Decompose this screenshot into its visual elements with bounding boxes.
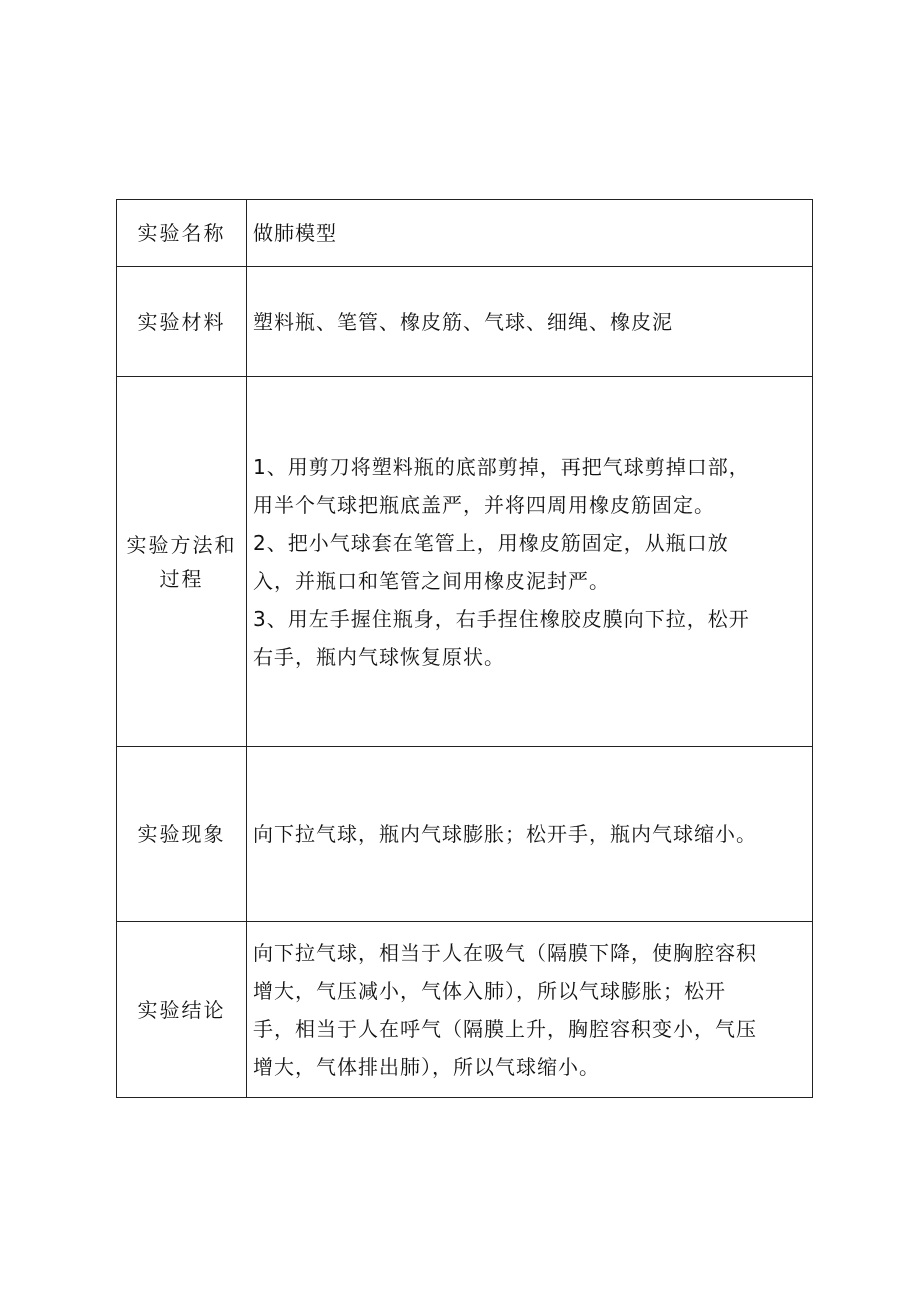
row-label-cell [117, 922, 247, 1098]
row-value-cell [247, 200, 813, 267]
row-label: 实验材料 [137, 309, 226, 334]
method-step-line: 3、用左手握住瓶身，右手捏住橡胶皮膜向下拉，松开 [253, 606, 750, 631]
experiment-name-text: 做肺模型 [253, 221, 337, 245]
method-step-line: 右手，瓶内气球恢复原状。 [253, 644, 505, 669]
row-value-cell [247, 377, 813, 747]
method-step-line: 1、用剪刀将塑料瓶的底部剪掉，再把气球剪掉口部， [253, 454, 750, 479]
table-row-experiment-name [117, 200, 813, 267]
row-value-cell [247, 747, 813, 922]
conclusion-line: 增大，气压减小，气体入肺），所以气球膨胀；松开 [253, 978, 726, 1003]
method-step-line: 2、把小气球套在笔管上，用橡皮筋固定，从瓶口放 [253, 530, 729, 555]
table-row-experiment-materials [117, 267, 813, 377]
conclusion-line: 向下拉气球，相当于人在吸气（隔膜下降，使胸腔容积 [253, 940, 757, 965]
row-label-cell [117, 377, 247, 747]
row-label: 实验结论 [137, 997, 226, 1022]
row-label-line: 过程 [159, 566, 204, 591]
materials-text: 塑料瓶、笔管、橡皮筋、气球、细绳、橡皮泥 [253, 309, 673, 334]
row-label-line: 实验方法和 [126, 532, 237, 557]
conclusion-line: 增大，气体排出肺），所以气球缩小。 [253, 1054, 600, 1079]
row-value-cell [247, 267, 813, 377]
experiment-table [116, 199, 813, 1098]
row-label-cell [117, 267, 247, 377]
row-value-cell [247, 922, 813, 1098]
phenomenon-text: 向下拉气球，瓶内气球膨胀；松开手，瓶内气球缩小。 [253, 822, 757, 846]
row-label-cell [117, 747, 247, 922]
method-step-line: 入，并瓶口和笔管之间用橡皮泥封严。 [253, 568, 610, 593]
table-row-method-and-process [117, 377, 813, 747]
row-label: 实验现象 [137, 822, 226, 846]
row-label-cell [117, 200, 247, 267]
conclusion-line: 手，相当于人在呼气（隔膜上升，胸腔容积变小，气压 [253, 1016, 757, 1041]
method-step-line: 用半个气球把瓶底盖严，并将四周用橡皮筋固定。 [253, 492, 715, 517]
table-row-phenomenon [117, 747, 813, 922]
table-row-conclusion [117, 922, 813, 1098]
row-label: 实验名称 [137, 221, 226, 245]
